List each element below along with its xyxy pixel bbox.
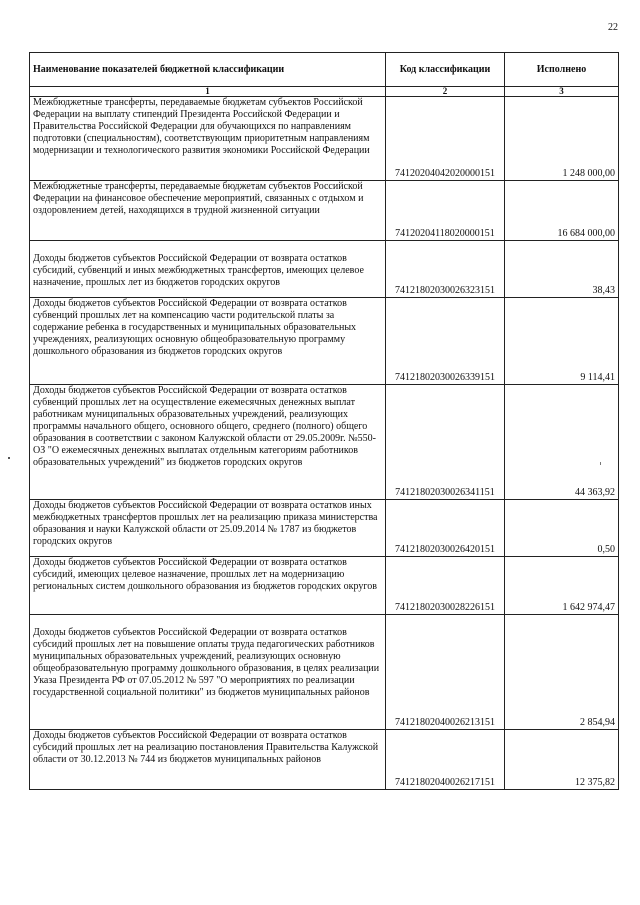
- row-name: Доходы бюджетов субъектов Российской Федерации от возврата остатков субсидий, субвенций и иных межбюджетных трансфертов, имеющих целевое назначение, прошлых лет из бюджетов городских округов: [30, 241, 386, 298]
- row-code: 74121802030026341151: [386, 385, 505, 500]
- row-name: Доходы бюджетов субъектов Российской Федерации от возврата остатков субсидий прошлых лет на повышение оплаты труда педагогических работников муниципальных образовательных учреждений, реализующих основную общеобразовательную программу дошкольного образования, в целях реализации Указа Президента РФ от 07.05.2012 № 597 "О мероприятиях по реализации государственной социальной политики" из бюджетов муниципальных районов: [30, 615, 386, 730]
- row-name: Доходы бюджетов субъектов Российской Федерации от возврата остатков субвенций прошлых лет на компенсацию части родительской платы за содержание ребенка в государственных и муниципальных образовательных учреждениях, реализующих основную общеобразовательную программу дошкольного образования из бюджетов городских округов: [30, 298, 386, 385]
- row-name: Доходы бюджетов субъектов Российской Федерации от возврата остатков субвенций прошлых лет на осуществление ежемесячных денежных выплат работникам муниципальных образовательных учреждений, реализующих программы начального общего, основного общего, среднего (полного) общего образования в соответствии с законом Калужской области от 29.05.2009г. №550-ОЗ "О ежемесячных денежных выплатах отдельным категориям работников образовательных учреждений" из бюджетов городских округов: [30, 385, 386, 500]
- row-code: 74121802030026323151: [386, 241, 505, 298]
- row-name: Межбюджетные трансферты, передаваемые бюджетам субъектов Российской Федерации на выплату стипендий Президента Российской Федерации и Правительства Российской Федерации для обучающихся по направлениям подготовки (специальностям), соответствующим приоритетным направлениям модернизации и технологического развития экономики Российской Федерации: [30, 97, 386, 181]
- row-amount: 9 114,41: [505, 298, 619, 385]
- table-row: [30, 181, 619, 241]
- row-name: Доходы бюджетов субъектов Российской Федерации от возврата остатков субсидий, имеющих целевое назначение, прошлых лет на модернизацию региональных систем дошкольного образования из бюджетов городских округов: [30, 557, 386, 615]
- column-number: 3: [505, 87, 619, 97]
- table-row: [30, 500, 619, 557]
- row-amount: 44 363,92: [505, 385, 619, 500]
- row-amount: 1 642 974,47: [505, 557, 619, 615]
- column-number-row: [30, 87, 619, 97]
- row-code: 74121802030026420151: [386, 500, 505, 557]
- scan-speck: [8, 457, 10, 459]
- table-row: [30, 557, 619, 615]
- row-name: Межбюджетные трансферты, передаваемые бюджетам субъектов Российской Федерации на финансовое обеспечение мероприятий, связанных с отдыхом и оздоровлением детей, находящихся в трудной жизненной ситуации: [30, 181, 386, 241]
- row-code: 74120204042020000151: [386, 97, 505, 181]
- row-amount: 12 375,82: [505, 730, 619, 790]
- row-code: 74121802040026217151: [386, 730, 505, 790]
- table-row: [30, 385, 619, 500]
- row-amount: 38,43: [505, 241, 619, 298]
- row-amount: 2 854,94: [505, 615, 619, 730]
- column-number: 1: [30, 87, 386, 97]
- page-number: 22: [608, 22, 618, 33]
- column-number: 2: [386, 87, 505, 97]
- header-executed: Исполнено: [505, 53, 619, 87]
- table-row: [30, 97, 619, 181]
- header-classification-code: Код классификации: [386, 53, 505, 87]
- table-row: [30, 730, 619, 790]
- row-name: Доходы бюджетов субъектов Российской Федерации от возврата остатков иных межбюджетных трансфертов прошлых лет на реализацию приказа министерства образования и науки Калужской области от 25.09.2014 № 1787 из бюджетов городских округов: [30, 500, 386, 557]
- header-indicator-name: Наименование показателей бюджетной классификации: [30, 53, 386, 87]
- table-row: [30, 241, 619, 298]
- table-row: [30, 615, 619, 730]
- table-header-row: [30, 53, 619, 87]
- row-code: 74121802030028226151: [386, 557, 505, 615]
- row-amount: 0,50: [505, 500, 619, 557]
- row-code: 74121802040026213151: [386, 615, 505, 730]
- row-amount: 16 684 000,00: [505, 181, 619, 241]
- row-name: Доходы бюджетов субъектов Российской Федерации от возврата остатков субсидий прошлых лет на реализацию постановления Правительства Калужской области от 30.12.2013 № 744 из бюджетов муниципальных районов: [30, 730, 386, 790]
- budget-classification-table: [29, 52, 619, 790]
- row-code: 74121802030026339151: [386, 298, 505, 385]
- row-amount: 1 248 000,00: [505, 97, 619, 181]
- row-code: 74120204118020000151: [386, 181, 505, 241]
- table-row: [30, 298, 619, 385]
